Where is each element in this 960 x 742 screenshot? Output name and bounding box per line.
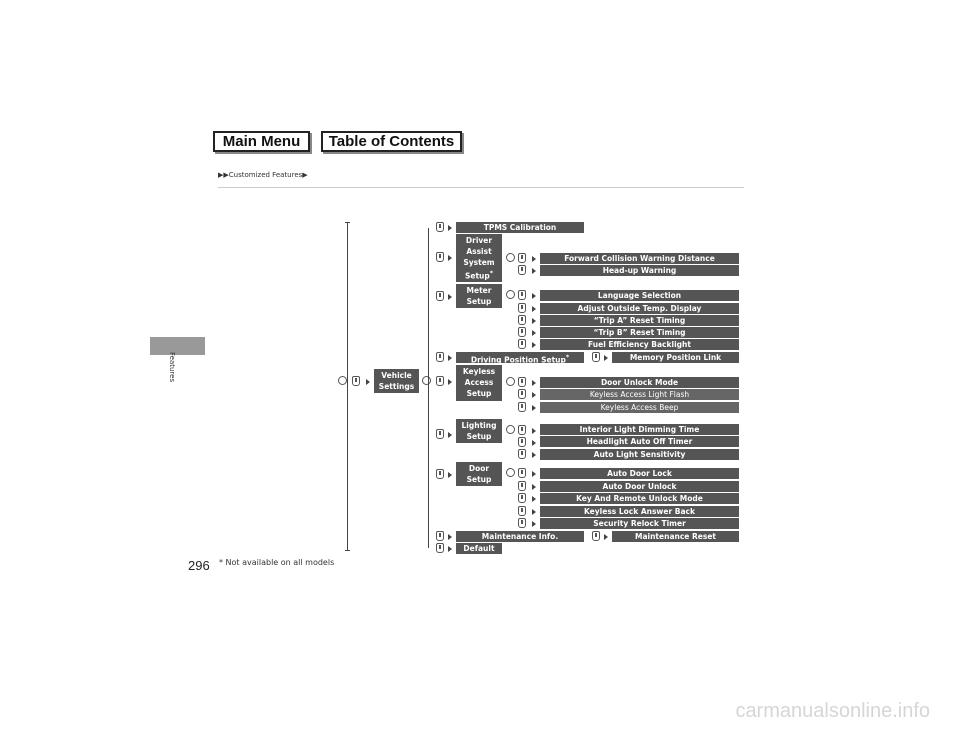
arrow-right-icon [366,379,370,385]
item-keyless-lock-answer-back: Keyless Lock Answer Back [540,506,739,517]
select-icon [436,531,444,541]
node-vehicle-settings: Vehicle Settings [374,369,419,393]
select-icon [436,376,444,386]
item-maintenance-reset: Maintenance Reset [612,531,739,542]
select-icon [518,468,526,478]
item-auto-door-unlock: Auto Door Unlock [540,481,739,492]
header-divider [218,187,744,188]
select-icon [518,481,526,491]
arrow-right-icon [448,379,452,385]
node-default: Default [456,543,502,554]
node-tpms-calibration: TPMS Calibration [456,222,584,233]
select-icon [436,429,444,439]
select-icon [518,327,526,337]
select-icon [518,437,526,447]
rotate-icon [506,468,515,477]
arrow-right-icon [448,355,452,361]
select-icon [436,222,444,232]
arrow-right-icon [532,256,536,262]
node-lighting-setup: Lighting Setup [456,419,502,443]
select-icon [436,543,444,553]
side-tab-label: Features [168,352,176,383]
diagram-rail [347,222,348,550]
select-icon [436,469,444,479]
item-key-and-remote-unlock-mode: Key And Remote Unlock Mode [540,493,739,504]
rotate-icon [506,290,515,299]
select-icon [518,506,526,516]
select-icon [518,449,526,459]
arrow-right-icon [532,496,536,502]
node-meter-setup: Meter Setup [456,284,502,308]
node-driving-position-label: Driving Position Setup [470,355,566,363]
item-keyless-access-light-flash: Keyless Access Light Flash [540,389,739,400]
select-icon [436,352,444,362]
arrow-right-icon [532,330,536,336]
arrow-right-icon [532,268,536,274]
arrow-right-icon [604,534,608,540]
select-icon [518,290,526,300]
arrow-right-icon [532,392,536,398]
rotate-icon [506,253,515,262]
page-number: 296 [188,558,210,573]
node-driving-position-setup [456,352,584,363]
arrow-right-icon [532,452,536,458]
rotate-icon [422,376,431,385]
select-icon [518,402,526,412]
arrow-right-icon [532,405,536,411]
arrow-right-icon [448,255,452,261]
select-icon [518,493,526,503]
select-icon [518,425,526,435]
select-icon [518,253,526,263]
arrow-right-icon [448,294,452,300]
arrow-right-icon [532,342,536,348]
select-icon [518,339,526,349]
select-icon [436,291,444,301]
arrow-right-icon [532,306,536,312]
arrow-right-icon [532,293,536,299]
node-driver-assist-system-setup [456,234,502,282]
select-icon [518,265,526,275]
availability-mark: * [489,270,494,277]
footnote: * Not available on all models [219,558,335,567]
select-icon [518,303,526,313]
select-icon [436,252,444,262]
item-fuel-efficiency-backlight: Fuel Efficiency Backlight [540,339,739,350]
item-headlight-auto-off-timer: Headlight Auto Off Timer [540,436,739,447]
rotate-icon [506,425,515,434]
group-rail [428,228,429,548]
select-icon [592,352,600,362]
arrow-right-icon [532,484,536,490]
diagram-rail [345,550,350,551]
select-icon [518,315,526,325]
item-auto-light-sensitivity: Auto Light Sensitivity [540,449,739,460]
arrow-right-icon [532,521,536,527]
item-security-relock-timer: Security Relock Timer [540,518,739,529]
node-driver-assist-label: Driver Assist System Setup [463,236,495,281]
item-keyless-access-beep: Keyless Access Beep [540,402,739,413]
arrow-right-icon [532,440,536,446]
select-icon [592,531,600,541]
item-forward-collision-warning-distance: Forward Collision Warning Distance [540,253,739,264]
select-icon [518,377,526,387]
item-language-selection: Language Selection [540,290,739,301]
rotate-icon [506,377,515,386]
diagram-rail [345,222,350,223]
side-tab [150,337,205,355]
select-icon [352,376,360,386]
node-maintenance-info: Maintenance Info. [456,531,584,542]
item-memory-position-link: Memory Position Link [612,352,739,363]
item-door-unlock-mode: Door Unlock Mode [540,377,739,388]
arrow-right-icon [532,509,536,515]
item-interior-light-dimming-time: Interior Light Dimming Time [540,424,739,435]
arrow-right-icon [448,534,452,540]
select-icon [518,518,526,528]
arrow-right-icon [448,432,452,438]
arrow-right-icon [448,472,452,478]
availability-mark: * [565,354,570,361]
rotate-icon [338,376,347,385]
arrow-right-icon [532,318,536,324]
main-menu-button[interactable]: Main Menu [213,131,310,152]
arrow-right-icon [532,380,536,386]
item-adjust-outside-temp-display: Adjust Outside Temp. Display [540,303,739,314]
select-icon [518,389,526,399]
arrow-right-icon [448,225,452,231]
item-trip-b-reset-timing: “Trip B” Reset Timing [540,327,739,338]
arrow-right-icon [604,355,608,361]
item-auto-door-lock: Auto Door Lock [540,468,739,479]
arrow-right-icon [532,428,536,434]
table-of-contents-button[interactable]: Table of Contents [321,131,462,152]
arrow-right-icon [448,546,452,552]
footer-watermark: carmanualsonline.info [735,700,930,722]
arrow-right-icon [532,471,536,477]
item-head-up-warning: Head-up Warning [540,265,739,276]
breadcrumb: ▶▶Customized Features▶ [218,171,308,179]
node-keyless-access-setup: Keyless Access Setup [456,365,502,401]
item-trip-a-reset-timing: “Trip A” Reset Timing [540,315,739,326]
node-door-setup: Door Setup [456,462,502,486]
